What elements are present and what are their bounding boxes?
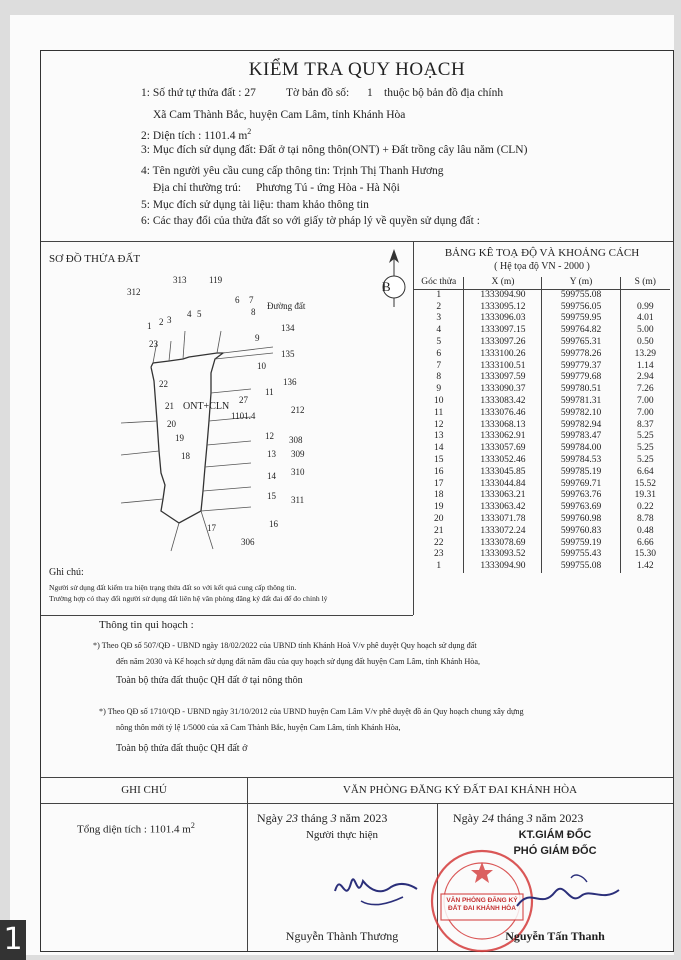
map-label: 313: [173, 275, 187, 285]
info-line4-addr: Phương Tú - ứng Hòa - Hà Nội: [256, 182, 400, 194]
date-right-month-label: tháng: [497, 811, 524, 825]
north-arrow-icon: [383, 249, 405, 307]
table-row: [414, 372, 670, 384]
table-cell: 1333063.21: [464, 490, 542, 502]
table-cell: 5.25: [636, 443, 654, 454]
role-left: Người thực hiện: [305, 829, 379, 841]
notes-line2: Trường hợp có thay đổi người sử dụng đất liên hệ văn phòng đăng ký đất đai để đo chỉnh lý: [49, 594, 328, 603]
table-cell: 599778.26: [542, 349, 620, 361]
info-line4-addr-label: Địa chỉ thường trú:: [153, 182, 242, 194]
table-cell: 7: [414, 361, 464, 373]
map-heading: SƠ ĐỒ THỬA ĐẤT: [49, 253, 141, 265]
table-cell: 1333045.85: [464, 467, 542, 479]
table-cell: 0.50: [636, 336, 654, 347]
table-cell: 1333083.42: [464, 396, 542, 408]
table-row: [414, 538, 670, 550]
table-header: Y (m): [542, 277, 620, 289]
map-label: 11: [265, 387, 274, 397]
area-sup: 2: [247, 127, 252, 136]
date-left-label: Ngày: [257, 811, 283, 825]
table-cell: 14: [414, 443, 464, 455]
table-cell: 4: [414, 325, 464, 337]
planning-p2a: *) Theo QĐ số 1710/QĐ - UBND ngày 31/10/2012 của UBND huyện Cam Lâm V/v phê duyệt đồ án Quy hoạch chung xây dựng: [99, 707, 524, 716]
map-label: 6: [235, 295, 240, 305]
notes-label: Ghi chú:: [49, 567, 84, 578]
table-cell: 599755.43: [542, 549, 620, 561]
date-right-month: 3: [526, 811, 533, 825]
table-row: [414, 443, 670, 455]
table-row: [414, 526, 670, 538]
table-row: [414, 302, 670, 314]
table-cell: 599760.83: [542, 526, 620, 538]
parcel-number: 27: [239, 395, 248, 405]
table-cell: 1333063.42: [464, 502, 542, 514]
table-cell: 21: [414, 526, 464, 538]
info-line4: 4: Tên người yêu cầu cung cấp thông tin: Trịnh Thị Thanh Hương: [141, 165, 444, 177]
table-cell: 1333052.46: [464, 455, 542, 467]
area-label: 2: Diện tích :: [141, 129, 202, 142]
table-row: [414, 313, 670, 325]
table-cell: 1333071.78: [464, 514, 542, 526]
map-label: 8: [251, 307, 256, 317]
date-left-day: 23: [286, 811, 298, 825]
table-row: [414, 514, 670, 526]
table-cell: 15: [414, 455, 464, 467]
table-cell: 1333094.90: [464, 289, 542, 301]
table-cell: 0.99: [636, 301, 654, 312]
map-label: 23: [149, 339, 158, 349]
table-cell: 5: [414, 337, 464, 349]
table-cell: 1333078.69: [464, 538, 542, 550]
table-cell: 12: [414, 420, 464, 432]
table-cell: 599779.68: [542, 372, 620, 384]
table-cell: 15.52: [634, 478, 656, 489]
table-cell: 1: [414, 289, 464, 301]
table-row: [414, 455, 670, 467]
table-cell: 599755.08: [542, 561, 620, 573]
map-label: 306: [241, 537, 255, 547]
table-cell: 599759.19: [542, 538, 620, 550]
total-area: [77, 821, 195, 836]
table-row: [414, 325, 670, 337]
table-cell: 0.48: [636, 525, 654, 536]
table-cell: [620, 289, 670, 301]
table-cell: 1.14: [636, 360, 654, 371]
planning-p1c: Toàn bộ thửa đất thuộc QH đất ở tại nông thôn: [116, 675, 303, 686]
table-header: Góc thửa: [414, 277, 464, 289]
table-cell: 7.00: [636, 407, 654, 418]
footer-right-heading: VĂN PHÒNG ĐĂNG KÝ ĐẤT ĐAI KHÁNH HÒA: [342, 784, 578, 796]
map-label: 311: [291, 495, 305, 505]
map-label: 14: [267, 471, 276, 481]
map-label: 17: [207, 523, 216, 533]
info-line3: 3: Mục đích sử dụng đất: Đất ở tại nông thôn(ONT) + Đất trồng cây lâu năm (CLN): [141, 144, 528, 156]
table-cell: 1333096.03: [464, 313, 542, 325]
planning-p1b: đến năm 2030 và Kế hoạch sử dụng đất năm đầu của quy hoạch sử dụng đất huyện Cam Lâm, tỉnh Khánh Hòa,: [116, 657, 481, 666]
info-line6: 6: Các thay đổi của thửa đất so với giấy tờ pháp lý về quyền sử dụng đất :: [141, 215, 480, 227]
info-line1-d: thuộc bộ bản đồ địa chính: [384, 87, 504, 99]
table-row: [414, 431, 670, 443]
table-cell: 7.00: [636, 395, 654, 406]
table-cell: 599755.08: [542, 289, 620, 301]
table-row: [414, 561, 670, 573]
table-cell: 1333076.46: [464, 408, 542, 420]
table-header: S (m): [620, 277, 670, 289]
map-label: 20: [167, 419, 176, 429]
table-cell: 5.25: [636, 454, 654, 465]
table-cell: 599779.37: [542, 361, 620, 373]
info-line1-a: 1: Số thứ tự thửa đất : 27: [141, 87, 256, 99]
map-label: 7: [249, 295, 254, 305]
role-right-1: KT.GIÁM ĐỐC: [518, 829, 592, 841]
date-right-year: năm 2023: [535, 811, 584, 825]
table-cell: 599764.82: [542, 325, 620, 337]
document-frame: [40, 50, 674, 952]
road-label: Đường đất: [267, 301, 306, 311]
table-cell: 1333094.90: [464, 561, 542, 573]
table-subtitle: ( Hệ tọa độ VN - 2000 ): [494, 261, 590, 272]
table-cell: 6.64: [636, 466, 654, 477]
table-cell: 1.42: [636, 561, 654, 572]
table-cell: 16: [414, 467, 464, 479]
table-cell: 1333044.84: [464, 479, 542, 491]
planning-heading: Thông tin qui hoạch :: [99, 619, 194, 631]
map-label: 2: [159, 317, 164, 327]
table-cell: 15.30: [634, 549, 656, 560]
map-label: 212: [291, 405, 305, 415]
table-cell: 7.26: [636, 384, 654, 395]
coordinate-table: [414, 277, 670, 573]
table-row: [414, 396, 670, 408]
page-badge: 1: [0, 920, 26, 960]
table-cell: 23: [414, 549, 464, 561]
map-label: 119: [209, 275, 223, 285]
table-cell: 17: [414, 479, 464, 491]
map-label: 136: [283, 377, 297, 387]
map-label: 1: [147, 321, 152, 331]
table-cell: 1333068.13: [464, 420, 542, 432]
table-cell: 1333097.26: [464, 337, 542, 349]
date-left-year: năm 2023: [339, 811, 388, 825]
table-cell: 20: [414, 514, 464, 526]
table-cell: 599769.71: [542, 479, 620, 491]
stamp-text: VĂN PHÒNG ĐĂNG KÝ ĐẤT ĐAI KHÁNH HÒA: [446, 897, 518, 912]
table-cell: 0.22: [636, 502, 654, 513]
table-cell: 1333095.12: [464, 302, 542, 314]
map-label: 134: [281, 323, 295, 333]
table-cell: 5.00: [636, 325, 654, 336]
planning-p1a: *) Theo QĐ số 507/QĐ - UBND ngày 18/02/2022 của UBND tỉnh Khánh Hoà V/v phê duyệt Quy hoạch sử dụng đất: [93, 641, 477, 650]
map-label: 308: [289, 435, 303, 445]
map-label: 21: [165, 401, 174, 411]
table-cell: 22: [414, 538, 464, 550]
table-cell: 599782.10: [542, 408, 620, 420]
info-line1-c: 1: [367, 87, 373, 99]
neighbor-lines: [121, 331, 273, 551]
planning-p2b: nông thôn mới tỷ lệ 1/5000 của xã Cam Thành Bắc, huyện Cam Lâm, tỉnh Khánh Hòa,: [116, 723, 401, 732]
table-cell: 13.29: [634, 348, 656, 359]
table-cell: 1333100.51: [464, 361, 542, 373]
table-cell: 2.94: [636, 372, 654, 383]
table-row: [414, 479, 670, 491]
parcel-area: 1101.4: [231, 411, 256, 421]
table-cell: 6: [414, 349, 464, 361]
date-right-label: Ngày: [453, 811, 479, 825]
table-cell: 1333062.91: [464, 431, 542, 443]
table-row: [414, 337, 670, 349]
table-cell: 11: [414, 408, 464, 420]
map-label: 13: [267, 449, 276, 459]
signature-right: [511, 866, 631, 926]
table-cell: 1333093.52: [464, 549, 542, 561]
document-page: [10, 15, 674, 955]
table-row: [414, 549, 670, 561]
map-label: 309: [291, 449, 305, 459]
total-area-sup: 2: [190, 821, 195, 830]
info-line5: 5: Mục đích sử dụng tài liệu: tham khảo thông tin: [141, 199, 369, 211]
info-line1-b: Tờ bản đồ số:: [286, 87, 350, 99]
table-cell: 1: [414, 561, 464, 573]
table-cell: 599765.31: [542, 337, 620, 349]
map-label: 3: [167, 315, 172, 325]
table-cell: 1333057.69: [464, 443, 542, 455]
table-cell: 599759.95: [542, 313, 620, 325]
table-cell: 18: [414, 490, 464, 502]
table-cell: 1333097.59: [464, 372, 542, 384]
table-cell: 8.37: [636, 419, 654, 430]
info-address: Xã Cam Thành Bắc, huyện Cam Lâm, tỉnh Khánh Hòa: [153, 109, 406, 121]
table-row: [414, 490, 670, 502]
table-cell: 599780.51: [542, 384, 620, 396]
table-cell: 599784.53: [542, 455, 620, 467]
table-cell: 5.25: [636, 431, 654, 442]
table-cell: 19.31: [634, 490, 656, 501]
map-label: 310: [291, 467, 305, 477]
table-cell: 1333072.24: [464, 526, 542, 538]
table-cell: 1333100.26: [464, 349, 542, 361]
role-right-2: PHÓ GIÁM ĐỐC: [513, 845, 597, 857]
table-cell: 3: [414, 313, 464, 325]
table-row: [414, 467, 670, 479]
map-label: 312: [127, 287, 141, 297]
table-row: [414, 384, 670, 396]
table-row: [414, 408, 670, 420]
table-row: [414, 289, 670, 301]
table-cell: 599784.00: [542, 443, 620, 455]
table-cell: 10: [414, 396, 464, 408]
parcel-use: ONT+CLN: [183, 401, 230, 412]
map-label: 9: [255, 333, 260, 343]
table-title: BẢNG KÊ TOẠ ĐỘ VÀ KHOẢNG CÁCH: [444, 247, 640, 259]
table-cell: 599783.47: [542, 431, 620, 443]
table-cell: 9: [414, 384, 464, 396]
table-cell: 599781.31: [542, 396, 620, 408]
table-cell: 599760.98: [542, 514, 620, 526]
name-left: Nguyễn Thành Thương: [285, 929, 399, 943]
table-cell: 2: [414, 302, 464, 314]
footer-left-heading: GHI CHÚ: [121, 784, 167, 796]
map-label: 4: [187, 309, 192, 319]
name-right: Nguyễn Tấn Thanh: [505, 929, 605, 943]
planning-p2c: Toàn bộ thửa đất thuộc QH đất ở: [116, 743, 248, 754]
map-label: 12: [265, 431, 274, 441]
date-right: [453, 811, 583, 826]
map-label: 135: [281, 349, 295, 359]
north-label: B: [382, 279, 391, 294]
map-label: 16: [269, 519, 278, 529]
table-cell: 8.78: [636, 513, 654, 524]
map-label: 18: [181, 451, 190, 461]
parcel-map: [41, 241, 413, 615]
table-cell: 1333097.15: [464, 325, 542, 337]
table-cell: 599782.94: [542, 420, 620, 432]
map-label: 22: [159, 379, 168, 389]
table-cell: 1333090.37: [464, 384, 542, 396]
map-label: 15: [267, 491, 276, 501]
table-cell: 13: [414, 431, 464, 443]
table-cell: 599785.19: [542, 467, 620, 479]
table-cell: 599763.76: [542, 490, 620, 502]
map-label: 10: [257, 361, 266, 371]
info-line2: [141, 127, 251, 142]
total-area-text: Tổng diện tích : 1101.4 m: [77, 823, 191, 836]
map-label: 5: [197, 309, 202, 319]
date-right-day: 24: [482, 811, 494, 825]
document-title: KIỂM TRA QUY HOẠCH: [248, 59, 466, 80]
map-label: 19: [175, 433, 184, 443]
table-cell: 599756.05: [542, 302, 620, 314]
table-row: [414, 361, 670, 373]
table-cell: 6.66: [636, 537, 654, 548]
date-left-month: 3: [330, 811, 337, 825]
table-row: [414, 420, 670, 432]
table-cell: 4.01: [636, 313, 654, 324]
table-cell: 19: [414, 502, 464, 514]
date-left-month-label: tháng: [301, 811, 328, 825]
date-left: [257, 811, 387, 826]
notes-line1: Người sử dụng đất kiểm tra hiện trạng thửa đất so với kết quả cung cấp thông tin.: [49, 583, 297, 592]
area-value: 1101.4 m: [204, 129, 248, 142]
table-row: [414, 349, 670, 361]
table-cell: 599763.69: [542, 502, 620, 514]
table-header: X (m): [464, 277, 542, 289]
table-cell: 8: [414, 372, 464, 384]
table-row: [414, 502, 670, 514]
signature-left: [331, 861, 421, 916]
